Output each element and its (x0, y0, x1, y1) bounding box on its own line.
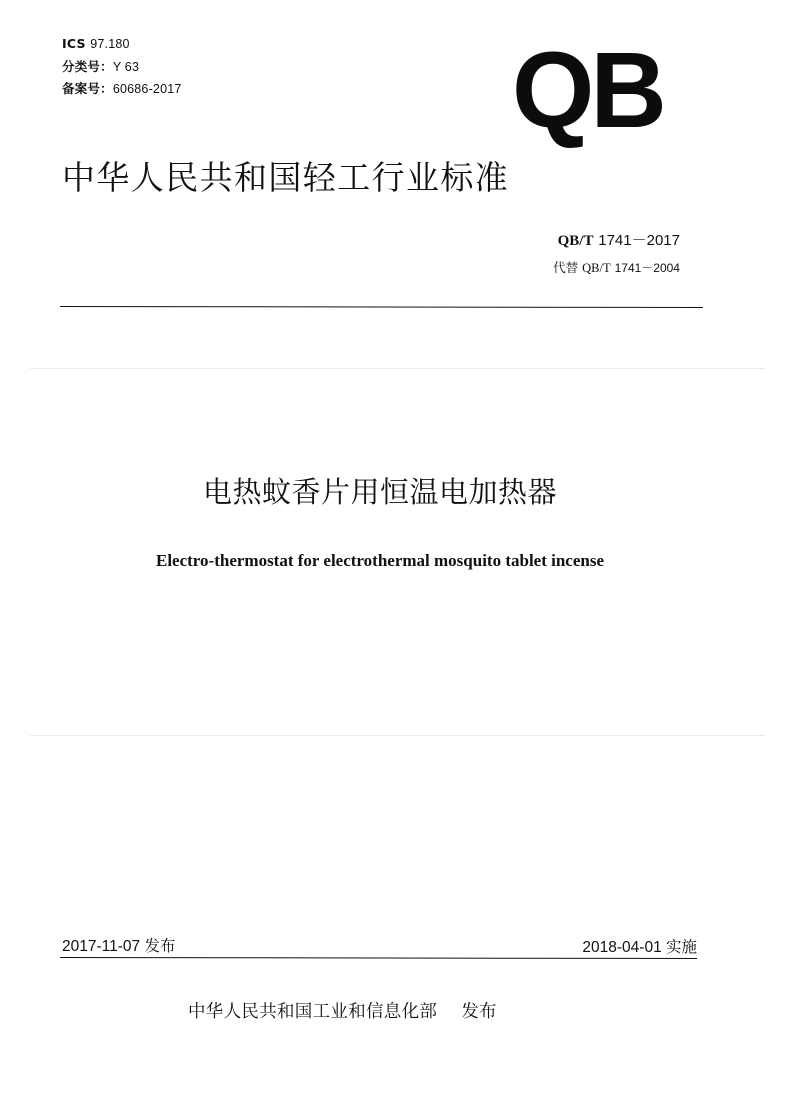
qb-logo: QB (512, 29, 663, 150)
scan-line-bottom (30, 735, 765, 736)
classification-value: Y 63 (112, 60, 140, 74)
scan-line-top (30, 368, 765, 369)
filing-label: 备案号： (62, 81, 113, 96)
footer-divider (60, 957, 697, 959)
replaces-number: 1741－2004 (614, 261, 680, 275)
document-title-en: Electro-thermostat for electrothermal mosquito tablet incense (155, 551, 605, 570)
header-divider (60, 306, 703, 308)
standard-number-year: 1741－2017 (598, 232, 680, 249)
classification-label: 分类号： (62, 59, 113, 74)
implementation-date: 2018-04-01 实施 (582, 939, 697, 956)
filing-value: 60686-2017 (112, 82, 182, 96)
ics-value: 97.180 (90, 37, 130, 51)
ics-label: ICS (62, 36, 86, 51)
filing-line (62, 79, 182, 97)
issue-date: 2017-11-07 发布 (62, 938, 176, 955)
replaces-code: QB/T (582, 261, 611, 275)
replaces-label: 代替 (553, 260, 579, 275)
standard-category-heading: 中华人民共和国轻工行业标准 (62, 158, 510, 197)
replaces-line (0, 258, 680, 276)
issuer-name: 中华人民共和国工业和信息化部 (188, 1002, 438, 1022)
standard-number-code: QB/T (557, 233, 594, 249)
document-title-cn: 电热蚊香片用恒温电加热器 (202, 475, 557, 509)
classification-line (62, 57, 139, 75)
ics-line (62, 36, 130, 51)
standard-number (0, 229, 680, 250)
issuer-line (188, 998, 497, 1023)
issuer-action: 发布 (461, 1002, 497, 1022)
